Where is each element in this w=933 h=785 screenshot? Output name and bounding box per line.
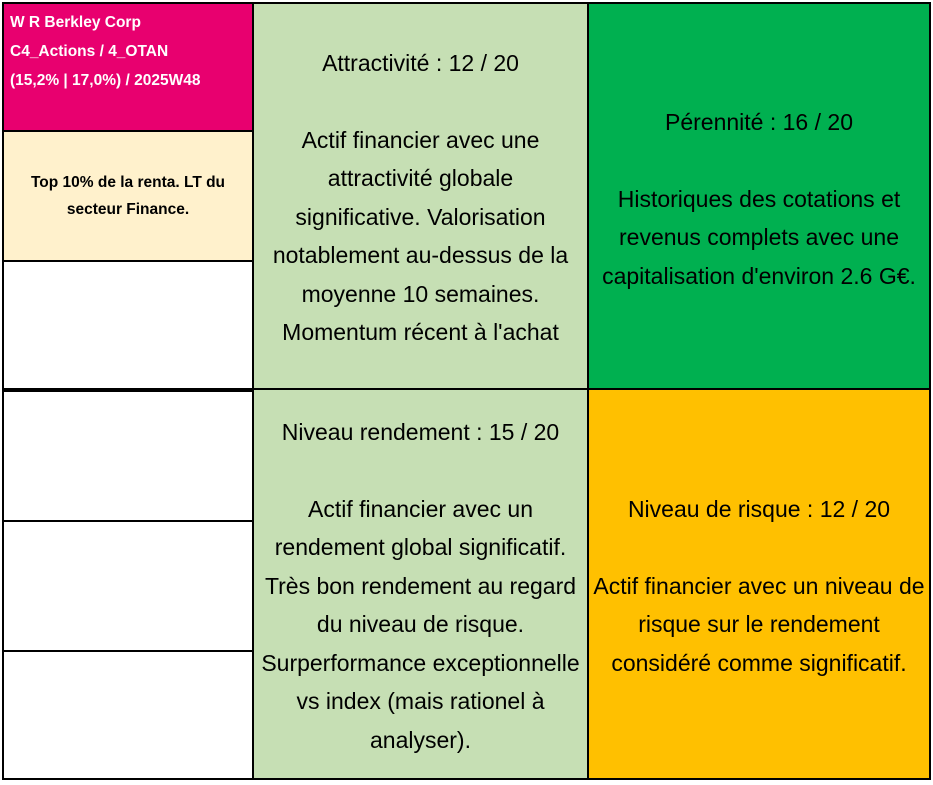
sector-note-line: secteur Finance. — [66, 201, 190, 218]
attractivite-title: Attractivité : 12 / 20 — [322, 50, 519, 76]
rendement-text-line: du niveau de risque. — [316, 611, 525, 637]
perennite-text-line: capitalisation d'environ 2.6 G€. — [602, 262, 916, 289]
sector-note-cell — [2, 130, 254, 262]
empty-cell — [2, 260, 254, 390]
empty-cell — [2, 650, 254, 780]
attractivite-text-line: significative. Valorisation — [295, 203, 546, 230]
risque-text-line: Actif financier avec un niveau de — [593, 572, 925, 599]
attractivite-text-line: Actif financier avec une — [301, 126, 540, 153]
risque-title: Niveau de risque : 12 / 20 — [627, 496, 891, 522]
rendement-text-line: Très bon rendement au regard — [264, 572, 577, 599]
rendement-text-line: analyser). — [370, 726, 471, 753]
asset-category: C4_Actions / 4_OTAN — [10, 43, 169, 60]
sector-note-line: Top 10% de la renta. LT du — [30, 173, 226, 191]
risque-text-line: considéré comme significatif. — [611, 649, 907, 676]
perennite-title: Pérennité : 16 / 20 — [665, 109, 853, 135]
rendement-cell — [252, 388, 589, 780]
rendement-text-line: Surperformance exceptionnelle — [261, 649, 580, 676]
perennite-text-line: revenus complets avec une — [619, 224, 899, 250]
perennite-cell — [587, 2, 931, 390]
rendement-text-line: vs index (mais rationel à — [296, 688, 545, 714]
company-name: W R Berkley Corp — [10, 14, 141, 31]
empty-cell — [2, 390, 254, 522]
company-header-cell — [2, 2, 254, 132]
attractivite-text-line: attractivité globale — [327, 165, 514, 191]
attractivite-text-line: Momentum récent à l'achat — [282, 319, 559, 345]
attractivite-cell — [252, 2, 589, 390]
performance-period: (15,2% | 17,0%) / 2025W48 — [10, 72, 201, 89]
attractivite-text-line: notablement au-dessus de la — [272, 242, 569, 268]
rendement-text-line: Actif financier avec un — [307, 495, 533, 522]
risque-text-line: risque sur le rendement — [638, 611, 880, 637]
attractivite-text-line: moyenne 10 semaines. — [301, 280, 540, 307]
rendement-text-line: rendement global significatif. — [274, 534, 567, 560]
perennite-text-line: Historiques des cotations et — [617, 185, 901, 212]
rendement-title: Niveau rendement : 15 / 20 — [281, 419, 560, 445]
empty-cell — [2, 520, 254, 652]
risque-cell — [587, 388, 931, 780]
